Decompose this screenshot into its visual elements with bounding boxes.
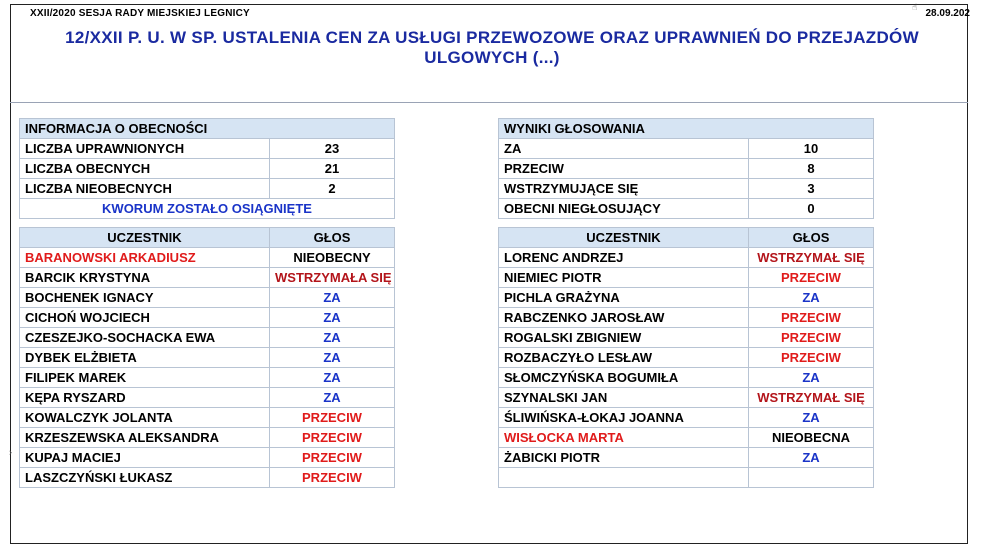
pointer-icon: ›: [9, 447, 12, 457]
session-date: 28.09.202: [925, 8, 970, 19]
participant-name: ŻABICKI PIOTR: [499, 448, 749, 468]
participant-vote: PRZECIW: [749, 348, 874, 368]
table-row: [20, 348, 395, 368]
table-row: [499, 328, 874, 348]
header-divider: [10, 102, 968, 103]
participant-vote: WSTRZYMAŁA SIĘ: [270, 268, 395, 288]
participant-name: CZESZEJKO-SOCHACKA EWA: [20, 328, 270, 348]
table-row: [20, 428, 395, 448]
participant-vote: WSTRZYMAŁ SIĘ: [749, 248, 874, 268]
participant-vote: ZA: [749, 408, 874, 428]
participant-name: SZYNALSKI JAN: [499, 388, 749, 408]
table-row: [20, 308, 395, 328]
table-row: [20, 328, 395, 348]
presence-value: 23: [270, 139, 395, 159]
presence-heading: INFORMACJA O OBECNOŚCI: [20, 119, 395, 139]
table-row: [499, 308, 874, 328]
participant-vote: NIEOBECNA: [749, 428, 874, 448]
participant-vote: [749, 468, 874, 488]
participant-name: BOCHENEK IGNACY: [20, 288, 270, 308]
results-row: [499, 179, 874, 199]
presence-header-row: [20, 119, 395, 139]
session-label: XXII/2020 SESJA RADY MIEJSKIEJ LEGNICY: [30, 8, 250, 19]
table-row: [499, 408, 874, 428]
presence-row: [20, 159, 395, 179]
results-header-row: [499, 119, 874, 139]
participants-header-row: [499, 228, 874, 248]
column-header-vote: GŁOS: [749, 228, 874, 248]
results-label: ZA: [499, 139, 749, 159]
title-line-1: 12/XXII P. U. W SP. USTALENIA CEN ZA USŁUGI PRZEWOZOWE ORAZ UPRAWNIEŃ DO PRZEJAZDÓW: [65, 28, 919, 47]
participant-vote: ZA: [270, 368, 395, 388]
participant-vote: ZA: [270, 328, 395, 348]
table-row: [499, 428, 874, 448]
participant-vote: ZA: [270, 388, 395, 408]
table-row: [20, 288, 395, 308]
participants-table-right: [498, 227, 874, 488]
presence-table: [19, 118, 395, 219]
results-label: OBECNI NIEGŁOSUJĄCY: [499, 199, 749, 219]
participant-name: KRZESZEWSKA ALEKSANDRA: [20, 428, 270, 448]
presence-label: LICZBA UPRAWNIONYCH: [20, 139, 270, 159]
participant-vote: PRZECIW: [749, 328, 874, 348]
table-row: [20, 368, 395, 388]
table-row: [499, 268, 874, 288]
presence-label: LICZBA OBECNYCH: [20, 159, 270, 179]
column-header-participant: UCZESTNIK: [20, 228, 270, 248]
table-row: [499, 448, 874, 468]
presence-label: LICZBA NIEOBECNYCH: [20, 179, 270, 199]
results-value: 3: [749, 179, 874, 199]
participant-vote: ZA: [749, 368, 874, 388]
table-row: [20, 268, 395, 288]
table-row: [20, 248, 395, 268]
table-row: [499, 348, 874, 368]
quorum-status: KWORUM ZOSTAŁO OSIĄGNIĘTE: [20, 199, 395, 219]
column-header-vote: GŁOS: [270, 228, 395, 248]
participant-name: FILIPEK MAREK: [20, 368, 270, 388]
presence-value: 21: [270, 159, 395, 179]
results-table: [498, 118, 874, 219]
participant-vote: PRZECIW: [270, 448, 395, 468]
participant-vote: PRZECIW: [749, 268, 874, 288]
results-value: 8: [749, 159, 874, 179]
cursor-icon: ☝: [912, 2, 918, 12]
participant-name: SŁOMCZYŃSKA BOGUMIŁA: [499, 368, 749, 388]
results-label: WSTRZYMUJĄCE SIĘ: [499, 179, 749, 199]
table-row: [499, 288, 874, 308]
results-row: [499, 139, 874, 159]
results-row: [499, 159, 874, 179]
results-value: 0: [749, 199, 874, 219]
participant-vote: PRZECIW: [270, 468, 395, 488]
participant-name: WISŁOCKA MARTA: [499, 428, 749, 448]
participant-name: DYBEK ELŻBIETA: [20, 348, 270, 368]
top-bar: [30, 6, 970, 20]
participant-vote: ZA: [749, 288, 874, 308]
participant-vote: ZA: [270, 308, 395, 328]
page-title: [20, 28, 964, 68]
results-row: [499, 199, 874, 219]
table-row: [20, 468, 395, 488]
table-row: [20, 448, 395, 468]
participant-name: BARCIK KRYSTYNA: [20, 268, 270, 288]
participant-vote: WSTRZYMAŁ SIĘ: [749, 388, 874, 408]
participant-name: ROZBACZYŁO LESŁAW: [499, 348, 749, 368]
participants-table-left: [19, 227, 395, 488]
participant-name: [499, 468, 749, 488]
presence-row: [20, 139, 395, 159]
participant-name: PICHLA GRAŻYNA: [499, 288, 749, 308]
results-heading: WYNIKI GŁOSOWANIA: [499, 119, 874, 139]
table-row: [499, 248, 874, 268]
participant-name: LASZCZYŃSKI ŁUKASZ: [20, 468, 270, 488]
table-row: [20, 408, 395, 428]
participant-name: RABCZENKO JAROSŁAW: [499, 308, 749, 328]
table-row: [499, 468, 874, 488]
participant-vote: PRZECIW: [749, 308, 874, 328]
participant-name: BARANOWSKI ARKADIUSZ: [20, 248, 270, 268]
table-row: [499, 368, 874, 388]
table-row: [499, 388, 874, 408]
participant-name: LORENC ANDRZEJ: [499, 248, 749, 268]
results-value: 10: [749, 139, 874, 159]
title-line-2: ULGOWYCH (...): [424, 48, 560, 67]
participants-header-row: [20, 228, 395, 248]
presence-value: 2: [270, 179, 395, 199]
participant-name: ŚLIWIŃSKA-ŁOKAJ JOANNA: [499, 408, 749, 428]
participant-vote: PRZECIW: [270, 408, 395, 428]
participant-vote: NIEOBECNY: [270, 248, 395, 268]
participant-name: KOWALCZYK JOLANTA: [20, 408, 270, 428]
participant-vote: ZA: [270, 288, 395, 308]
table-row: [20, 388, 395, 408]
participant-name: CICHOŃ WOJCIECH: [20, 308, 270, 328]
quorum-row: [20, 199, 395, 219]
participant-name: ROGALSKI ZBIGNIEW: [499, 328, 749, 348]
participant-name: NIEMIEC PIOTR: [499, 268, 749, 288]
participant-vote: ZA: [749, 448, 874, 468]
participant-vote: ZA: [270, 348, 395, 368]
participant-vote: PRZECIW: [270, 428, 395, 448]
participant-name: KUPAJ MACIEJ: [20, 448, 270, 468]
results-label: PRZECIW: [499, 159, 749, 179]
presence-row: [20, 179, 395, 199]
participant-name: KĘPA RYSZARD: [20, 388, 270, 408]
column-header-participant: UCZESTNIK: [499, 228, 749, 248]
